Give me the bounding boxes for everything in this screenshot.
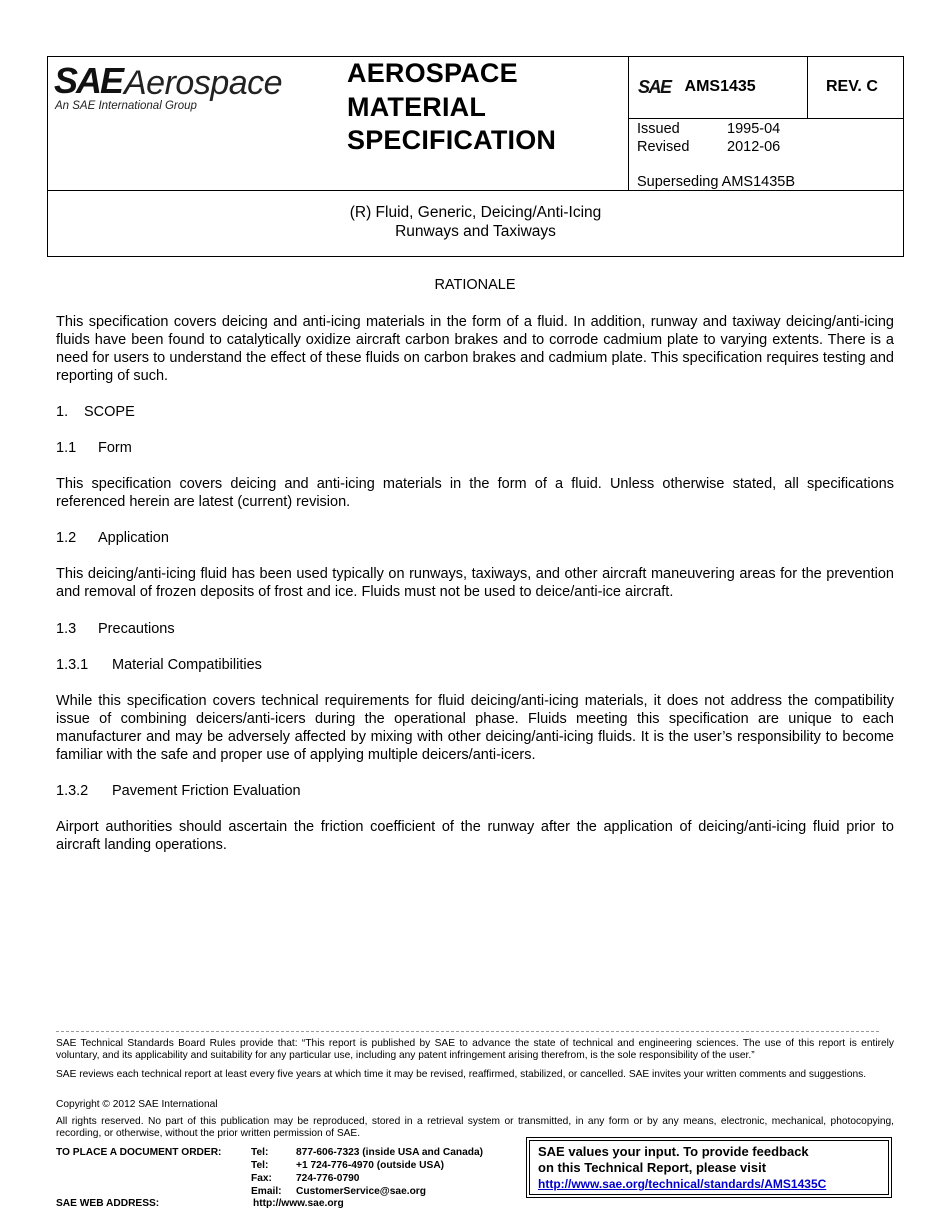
issue-dates [637, 120, 780, 156]
issued-label: Issued [637, 121, 680, 137]
feedback-text: SAE values your input. To provide feedback [538, 1144, 809, 1159]
sae-aerospace-logo [54, 61, 304, 115]
section-number: 1.3 [56, 621, 77, 637]
section-title: Application [98, 530, 169, 546]
phone-inside-usa[interactable]: 877-606-7323 (inside USA and Canada) [296, 1147, 484, 1158]
header-divider [628, 118, 904, 119]
section-heading [56, 403, 894, 421]
fax-number: 724-776-0790 [296, 1173, 360, 1184]
contact-key: Email: [251, 1186, 282, 1197]
header-divider [628, 57, 629, 190]
feedback-text: on this Technical Report, please visit [538, 1160, 767, 1175]
rationale-paragraph: This specification covers deicing and anti-icing materials in the form of a fluid. In addition, runway and taxiway deicing/anti-icing fluids have been found to catalytically oxidize aircraft carbon brakes and to corrode cadmium plate to varying extents. There is a need for users to understand the effect of these fluids on carbon brakes and cadmium plate. This specification requires testing and reporting of such. [56, 314, 894, 384]
subtitle-line: Runways and Taxiways [395, 223, 556, 240]
sae-mini-logo: SAE [638, 76, 671, 97]
footer-review-text: SAE reviews each technical report at least every five years at which time it may be revised, reaffirmed, stabilized, or cancelled. SAE invites your written comments and suggestions. [56, 1069, 867, 1080]
footer-rights-text: All rights reserved. No part of this publication may be reproduced, stored in a retrieval system or transmitted, in any form or by any means, electronic, mechanical, photocopying, recording, or otherwise, without the prior written permission of SAE. [56, 1116, 894, 1139]
section-number: 1.3.2 [56, 783, 89, 799]
section-paragraph: Airport authorities should ascertain the friction coefficient of the runway after the application of deicing/anti-icing fluid prior to aircraft landing operations. [56, 819, 894, 853]
section-number: 1.3.1 [56, 657, 89, 673]
logo-sae-wordmark: SAE [54, 60, 123, 101]
contact-key: Tel: [251, 1147, 269, 1158]
subtitle-line: (R) Fluid, Generic, Deicing/Anti-Icing [349, 204, 602, 221]
section-heading [56, 656, 894, 674]
web-address-row [56, 1198, 344, 1209]
superseding-note: Superseding AMS1435B [637, 174, 795, 190]
document-subtitle [48, 203, 903, 241]
section-title: Material Compatibilities [112, 657, 262, 673]
footer-copyright: Copyright © 2012 SAE International [56, 1099, 218, 1110]
logo-aerospace-wordmark: Aerospace [124, 64, 283, 102]
logo-tagline: An SAE International Group [55, 100, 197, 112]
header-divider [807, 57, 808, 118]
spec-title-line: AEROSPACE [347, 58, 518, 88]
rationale-heading: RATIONALE [434, 277, 516, 293]
web-address-link[interactable]: http://www.sae.org [253, 1198, 344, 1209]
section-title: Form [98, 440, 132, 456]
order-label: TO PLACE A DOCUMENT ORDER: [56, 1147, 222, 1158]
document-number: AMS1435 [684, 78, 756, 95]
web-address-label: SAE WEB ADDRESS: [56, 1198, 160, 1209]
footer-rules-text: SAE Technical Standards Board Rules provide that: “This report is published by SAE to advance the state of technical and engineering sciences. The use of this report is entirely voluntary, and its applicability and suitability for any particular use, including any patent infringement arising therefrom, is the sole responsibility of the user.” [56, 1038, 894, 1061]
section-number: 1. [56, 404, 69, 420]
section-heading [56, 620, 894, 638]
document-number-cell [638, 75, 756, 99]
spec-title [347, 57, 556, 158]
feedback-link[interactable]: http://www.sae.org/technical/standards/AMS1435C [538, 1177, 827, 1191]
section-paragraph: This specification covers deicing and anti-icing materials in the form of a fluid. Unless otherwise stated, all specifications referenced herein are latest (current) revision. [56, 476, 894, 510]
section-paragraph: While this specification covers technical requirements for fluid deicing/anti-icing materials, it does not address the compatibility issue of combining deicers/anti-icers during the operational phase. Fluids meeting this specification are unique to each manufacturer and may be adversely affected by mixing with other deicing/anti-icing fluids. It is the user’s responsibility to become familiar with the safe and proper use of applying multiple deicers/anti-icers. [56, 693, 894, 763]
section-heading [56, 529, 894, 547]
feedback-box [526, 1137, 892, 1198]
revised-label: Revised [637, 139, 690, 155]
revised-date: 2012-06 [727, 139, 781, 155]
section-paragraph: This deicing/anti-icing fluid has been used typically on runways, taxiways, and other aircraft maneuvering areas for the prevention and removal of frozen deposits of frost and ice. Fluids must not be used to deice/anti-ice aircraft. [56, 566, 894, 600]
section-heading [56, 782, 894, 800]
header-divider [48, 190, 904, 191]
contact-key: Fax: [251, 1173, 272, 1184]
section-heading [56, 439, 894, 457]
section-title: Pavement Friction Evaluation [112, 783, 301, 799]
revision-label: REV. C [826, 78, 878, 95]
document-header [47, 56, 904, 257]
contact-key: Tel: [251, 1160, 269, 1171]
email-address[interactable]: CustomerService@sae.org [296, 1186, 426, 1197]
section-number: 1.2 [56, 530, 77, 546]
section-title: SCOPE [84, 404, 135, 420]
spec-title-line: MATERIAL [347, 91, 487, 122]
phone-outside-usa[interactable]: +1 724-776-4970 (outside USA) [296, 1160, 445, 1171]
spec-title-line: SPECIFICATION [347, 125, 557, 155]
section-title: Precautions [98, 621, 175, 637]
issued-date: 1995-04 [727, 121, 781, 137]
section-number: 1.1 [56, 440, 77, 456]
footer-divider [56, 1031, 879, 1032]
